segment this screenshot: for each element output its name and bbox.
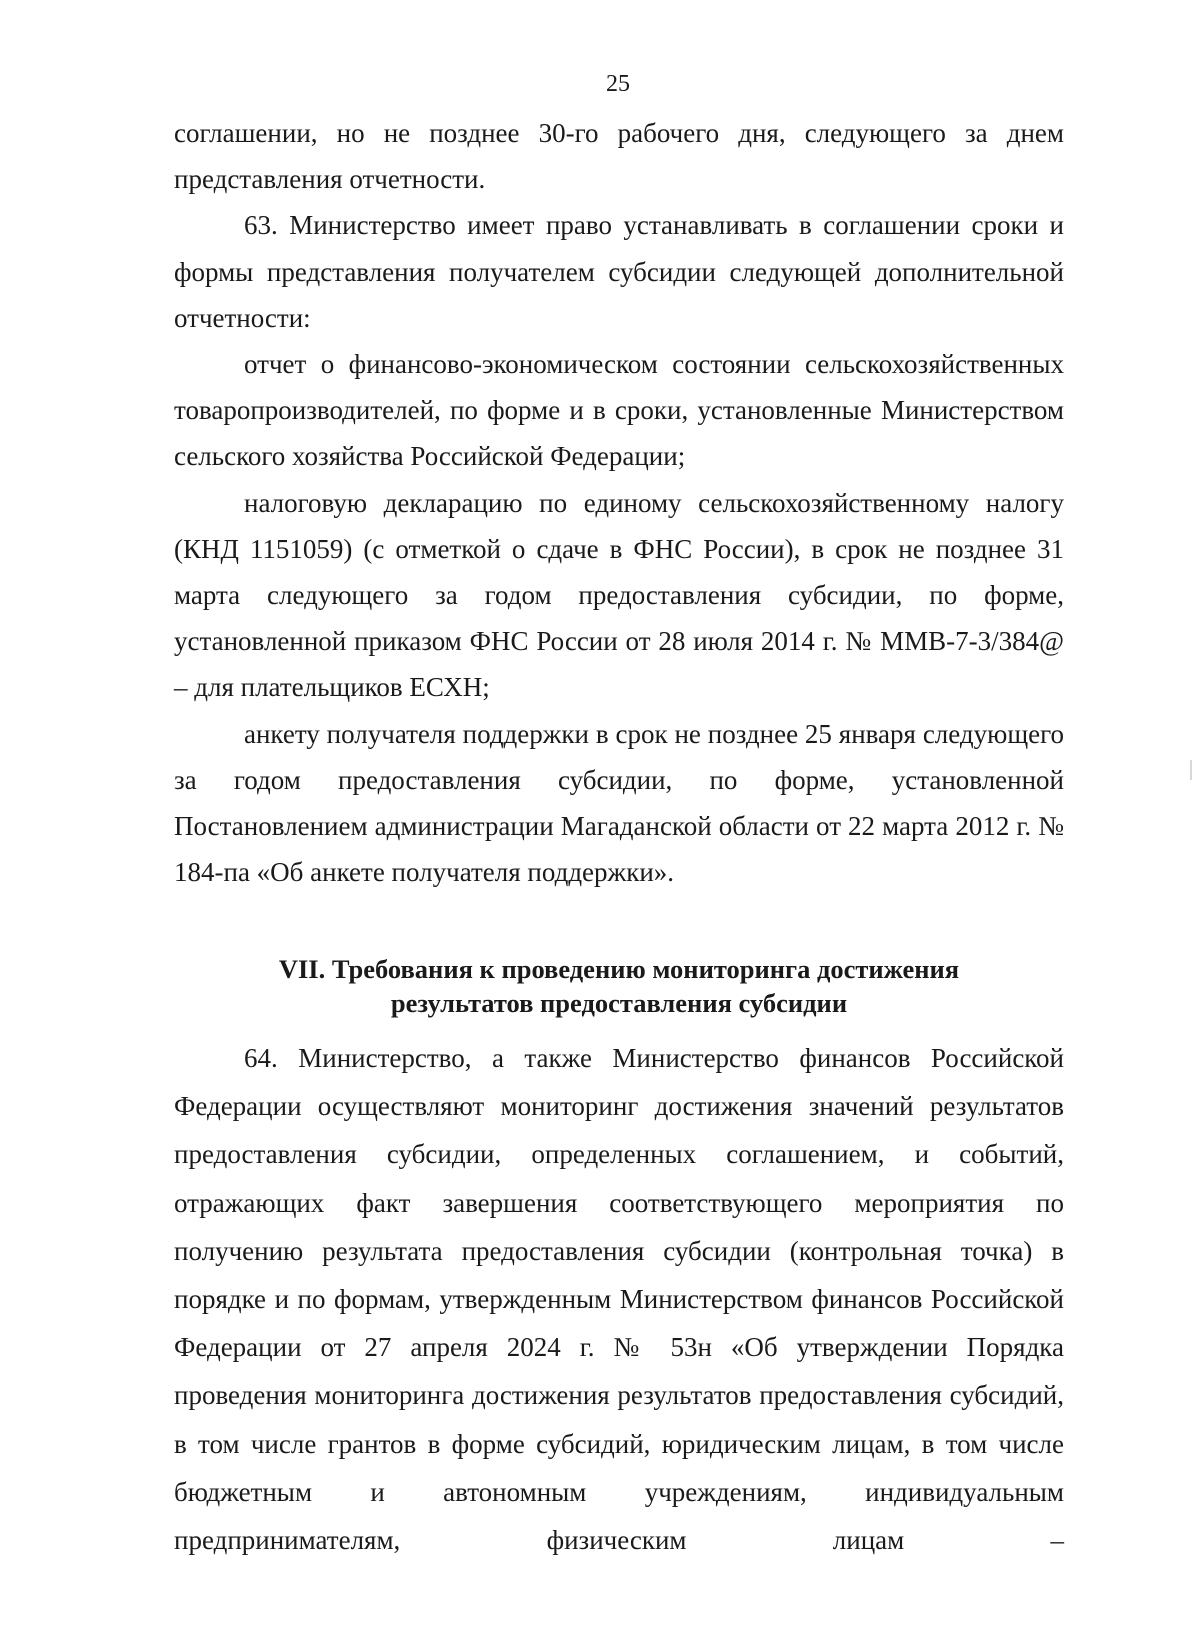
paragraph-64: 64. Министерство, а также Министерство финансов Российской Федерации осуществляют мониторинг достижения значений результатов предоставления субсидии, определенных соглашением, и событий, отражающих факт завершения соответствующего мероприятия по получению результата предоставления субсидии (контрольная точка) в порядке и по формам, утвержденным Министерством финансов Российской Федерации от 27 апреля 2024 г. № 53н «Об утверждении Порядка проведения мониторинга достижения результатов предоставления субсидий, в том числе грантов в форме субсидий, юридическим лицам, в том числе бюджетным и автономным учреждениям, индивидуальным предпринимателям, физическим лицам – <box>174 1043 1064 1556</box>
page-number: 25 <box>606 71 630 97</box>
section-heading-line-2: результатов предоставления субсидии <box>390 988 848 1018</box>
paragraph-recipient-questionnaire: анкету получателя поддержки в срок не позднее 25 января следующего за годом предоставления субсидии, по форме, установленной Постановлением администрации Магаданской области от 22 марта 2012 г. № 184-па «Об анкете получателя поддержки». <box>174 718 1064 888</box>
scan-artifact <box>1190 760 1192 780</box>
section-heading <box>174 952 1064 1020</box>
paragraph-financial-report: отчет о финансово-экономическом состоянии сельскохозяйственных товаропроизводителей, по форме и в сроки, установленные Министерством сельского хозяйства Российской Федерации; <box>174 349 1064 472</box>
body-text-bottom <box>174 1034 1064 1564</box>
paragraph-tax-declaration: налоговую декларацию по единому сельскохозяйственному налогу (КНД 1151059) (с отметкой о сдаче в ФНС России), в срок не позднее 31 марта следующего за годом предоставления субсидии, по форме, установленной приказом ФНС России от 28 июля 2014 г. № ММВ-7-3/384@ – для плательщиков ЕСХН; <box>174 487 1064 703</box>
section-heading-line-1: VII. Требования к проведению мониторинга достижения <box>278 954 960 984</box>
body-text-top <box>174 110 1064 895</box>
paragraph-63: 63. Министерство имеет право устанавливать в соглашении сроки и формы представления получателем субсидии следующей дополнительной отчетности: <box>174 210 1064 333</box>
paragraph-continuation: соглашении, но не позднее 30-го рабочего дня, следующего за днем представления отчетности. <box>174 118 1064 195</box>
